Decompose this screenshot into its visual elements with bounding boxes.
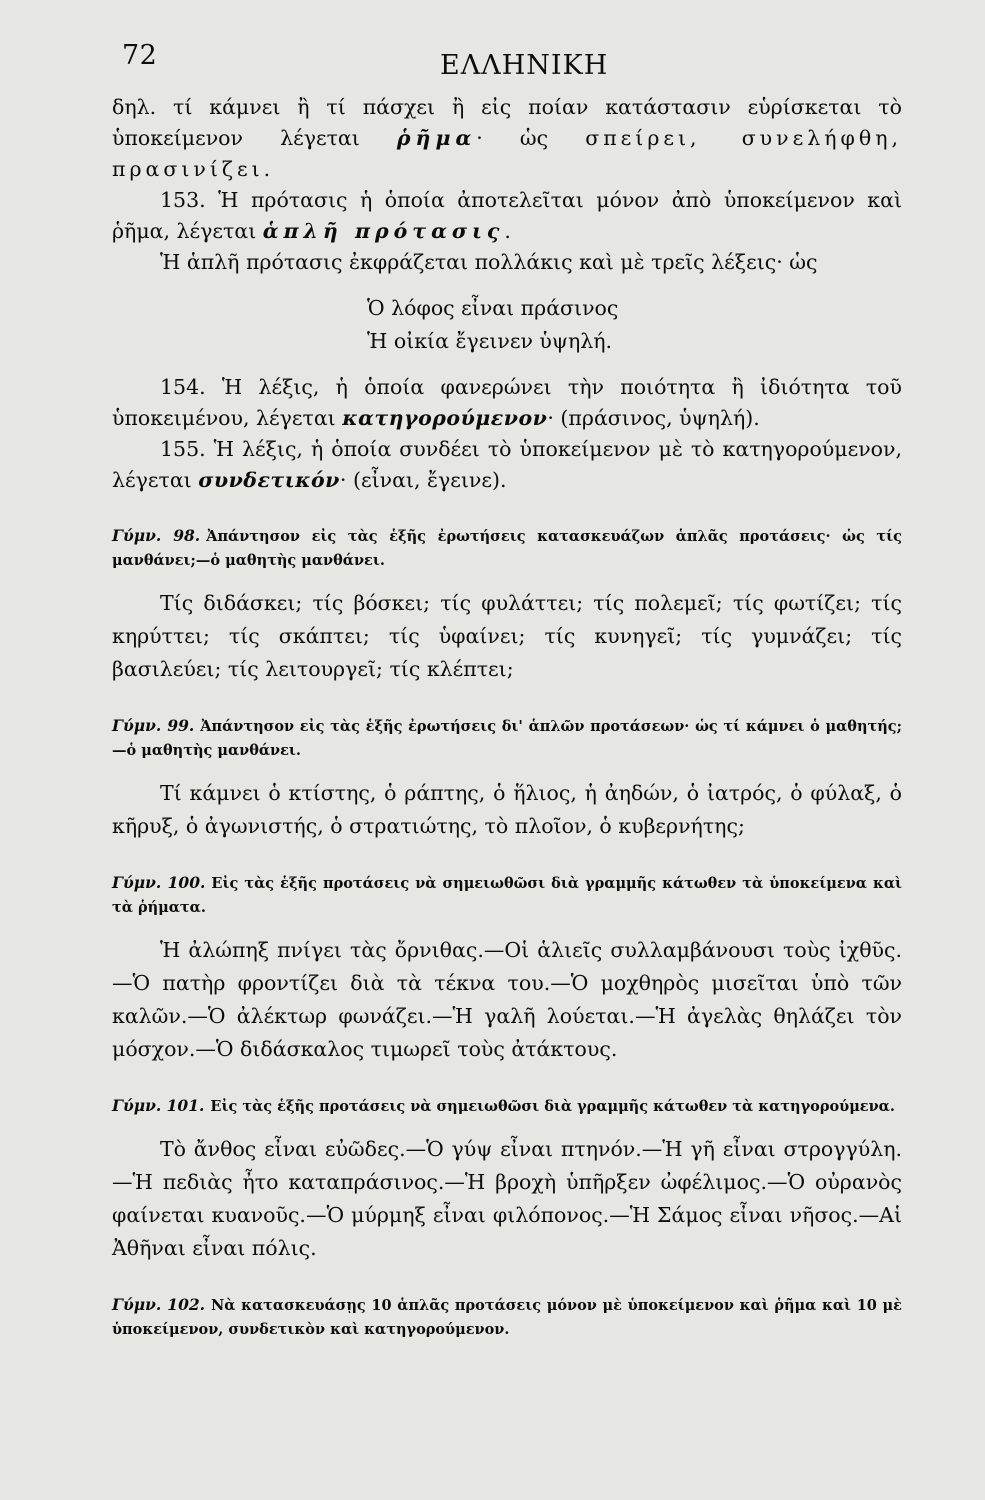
- paragraph-153: [112, 185, 902, 247]
- page-number: 72: [122, 40, 158, 71]
- paragraph-155: [112, 434, 902, 496]
- exercise-instruction-text: Ἀπάντησον εἰς τὰς ἑξῆς ἐρωτήσεις δι' ἁπλῶν προτάσεων· ὡς τί κάμνει ὁ μαθητής;—ὁ μαθητὴς μανθάνει.: [112, 718, 902, 759]
- term-copula: συνδετικόν: [198, 468, 340, 492]
- exercise-100-instruction: [112, 871, 902, 920]
- paragraph-154: [112, 372, 902, 434]
- exercise-instruction-text: Εἰς τὰς ἑξῆς προτάσεις νὰ σημειωθῶσι διὰ γραμμῆς κάτωθεν τὰ ὑποκείμενα καὶ τὰ ῥήματα.: [112, 875, 903, 916]
- paragraph-verb-definition: [112, 92, 902, 185]
- paragraph-text: δηλ. τί κάμνει ἢ τί πάσχει ἢ εἰς ποίαν κατάστασιν εὑρίσκεται τὸ ὑποκείμενον λέγεται: [112, 95, 902, 150]
- term-rhema: ῥῆμα: [396, 126, 477, 150]
- exercise-label: Γύμν. 100.: [112, 873, 206, 892]
- exercise-instruction-text: Νὰ κατασκευάσῃς 10 ἁπλᾶς προτάσεις μόνον μὲ ὑποκείμενον καὶ ῥῆμα καὶ 10 μὲ ὑποκείμενον, συνδετικὸν καὶ κατηγορούμενον.: [112, 1297, 902, 1338]
- paragraph-text: · (εἶναι, ἔγεινε).: [339, 468, 507, 492]
- exercise-99-instruction: [112, 714, 902, 763]
- paragraph-text: .: [504, 219, 511, 243]
- paragraph-simple-sentence: Ἡ ἁπλῆ πρότασις ἐκφράζεται πολλάκις καὶ μὲ τρεῖς λέξεις· ὡς: [160, 250, 818, 274]
- exercise-100-content: Ἡ ἀλώπηξ πνίγει τὰς ὄρνιθας.—Οἱ ἁλιεῖς συλλαμβάνουσι τοὺς ἰχθῦς.—Ὁ πατὴρ φροντίζει διὰ τὰ τέκνα του.—Ὁ μοχθηρὸς μισεῖται ὑπὸ τῶν καλῶν.—Ὁ ἀλέκτωρ φωνάζει.—Ἡ γαλῆ λούεται.—Ἡ ἀγελὰς θηλάζει τὸν μόσχον.—Ὁ διδάσκαλος τιμωρεῖ τοὺς ἀτάκτους.: [112, 938, 902, 1061]
- exercise-instruction-text: Ἀπάντησον εἰς τὰς ἑξῆς ἐρωτήσεις κατασκευάζων ἁπλᾶς προτάσεις· ὡς τίς μανθάνει;—ὁ μαθητὴς μανθάνει.: [112, 528, 902, 569]
- running-head: ΕΛΛΗΝΙΚΗ: [440, 50, 609, 81]
- page-body: [112, 92, 902, 1342]
- paragraph-text: 153. Ἡ πρότασις ἡ ὁποία ἀποτελεῖται μόνον ἀπὸ ὑποκείμενον καὶ ῥῆμα, λέγεται: [112, 188, 902, 243]
- exercise-label: Γύμν. 102.: [112, 1295, 206, 1314]
- term-predicate: κατηγορούμενον: [342, 406, 548, 430]
- example-sentence-2: Ἡ οἰκία ἔγεινεν ὑψηλή.: [367, 329, 613, 353]
- exercise-101-instruction: [112, 1094, 902, 1119]
- exercise-label: Γύμν. 101.: [112, 1096, 205, 1115]
- exercise-instruction-text: Εἰς τὰς ἑξῆς προτάσεις νὰ σημειωθῶσι διὰ γραμμῆς κάτωθεν τὰ κατηγορούμενα.: [210, 1098, 895, 1115]
- verb-examples: σπείρει, συνελήφθη, πρασινίζει.: [112, 126, 903, 181]
- exercise-98-content: Τίς διδάσκει; τίς βόσκει; τίς φυλάττει; τίς πολεμεῖ; τίς φωτίζει; τίς κηρύττει; τίς σκάπτει; τίς ὑφαίνει; τίς κυνηγεῖ; τίς γυμνάζει; τίς βασιλεύει; τίς λειτουργεῖ; τίς κλέπτει;: [112, 591, 902, 681]
- page-header: [0, 38, 985, 88]
- example-sentences: [367, 292, 902, 358]
- exercise-label: Γύμν. 99.: [112, 716, 195, 735]
- term-simple-sentence: ἁπλῆ πρότασις: [262, 219, 505, 243]
- paragraph-text: 155. Ἡ λέξις, ἡ ὁποία συνδέει τὸ ὑποκείμενον μὲ τὸ κατηγορούμενον, λέγεται: [112, 437, 902, 492]
- paragraph-text: · ὡς: [476, 126, 586, 150]
- exercise-label: Γύμν. 98.: [112, 526, 201, 545]
- exercise-102-instruction: [112, 1293, 902, 1342]
- paragraph-text: · (πράσινος, ὑψηλή).: [547, 406, 760, 430]
- exercise-101-content: Τὸ ἄνθος εἶναι εὐῶδες.—Ὁ γύψ εἶναι πτηνόν.—Ἡ γῆ εἶναι στρογγύλη.—Ἡ πεδιὰς ἦτο καταπράσινος.—Ἡ βροχὴ ὑπῆρξεν ὠφέλιμος.—Ὁ οὐρανὸς φαίνεται κυανοῦς.—Ὁ μύρμηξ εἶναι φιλόπονος.—Ἡ Σάμος εἶναι νῆσος.—Αἱ Ἀθῆναι εἶναι πόλις.: [112, 1137, 902, 1260]
- exercise-98-instruction: [112, 524, 902, 573]
- paragraph-text: 154. Ἡ λέξις, ἡ ὁποία φανερώνει τὴν ποιότητα ἢ ἰδιότητα τοῦ ὑποκειμένου, λέγεται: [112, 375, 902, 430]
- example-sentence-1: Ὁ λόφος εἶναι πράσινος: [367, 296, 619, 320]
- exercise-99-content: Τί κάμνει ὁ κτίστης, ὁ ράπτης, ὁ ἥλιος, ἡ ἀηδών, ὁ ἰατρός, ὁ φύλαξ, ὁ κῆρυξ, ὁ ἀγωνιστής, ὁ στρατιώτης, τὸ πλοῖον, ὁ κυβερνήτης;: [112, 781, 902, 838]
